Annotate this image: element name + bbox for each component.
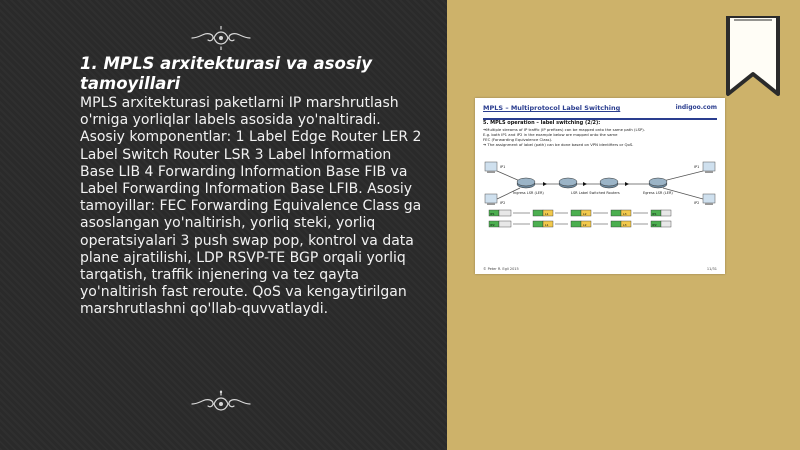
packet-label: IP1 [652, 212, 657, 216]
slide-title: 1. MPLS arxitekturasi va asosiy tamoyillari [80, 54, 373, 93]
computer-icon [485, 194, 497, 205]
figure-page-number: 11/31 [706, 267, 717, 271]
computer-icon [485, 162, 497, 173]
router-icon [600, 178, 618, 188]
packet-label: IP2 [490, 223, 495, 227]
packet-label: L1 [545, 212, 549, 216]
mpls-network-diagram [475, 98, 725, 274]
slide-body-text: MPLS arxitekturasi paketlarni IP marshrutlash o'rniga yorliqlar labels asosida yo'naltiradi. Asosiy komponentlar: 1 Label Edge Router LER 2 Label Switch Router LSR 3 Label Information Base LIB 4 Forwarding Information Base FIB va Label Forwarding Information Base LFIB. Asosiy tamoyillar: FEC Forwarding Equivalence Class ga asoslangan yo'naltirish, yorliq steki, yorliq operatsiyalari 3 push swap pop, kontrol va data plane ajratilishi, LDP RSVP-TE BGP orqali yorliq tarqatish, traffik injenering va tez qayta yo'naltirish fast reroute. QoS va kengaytirilgan marshrutlashni qo'llab-quvvatlaydi. [80, 95, 422, 318]
top-ornament-icon [190, 26, 252, 50]
core-label: LSR Label Switched Routers [571, 191, 620, 195]
router-icon [649, 178, 667, 188]
computer-icon [703, 194, 715, 205]
packet-label: L2 [583, 212, 587, 216]
figure-footer: © Peter R. Egli 2015 [483, 267, 519, 271]
figure-brand: indigoo.com [675, 104, 717, 111]
packet-label: L3 [623, 212, 627, 216]
mpls-figure [475, 98, 725, 274]
packet-label: IP2 [652, 223, 657, 227]
packet-label: L3 [623, 223, 627, 227]
figure-title: MPLS – Multiprotocol Label Switching [483, 104, 621, 112]
ip-label: IP2 [500, 201, 506, 205]
packet-label: IP1 [490, 212, 495, 216]
figure-bullet: ➔ The assignment of label (path) can be done based on VPN identifiers or QoS. [483, 142, 634, 147]
packet-label: L1 [545, 223, 549, 227]
bottom-ornament-icon [190, 390, 252, 416]
ingress-label: Ingress LSR (LER) [513, 191, 544, 195]
ip-label: IP1 [500, 165, 506, 169]
figure-subtitle: 5. MPLS operation – label switching (2/2): [483, 120, 601, 126]
bookmark-ribbon-icon [722, 16, 782, 106]
figure-bullet: FEC (Forwarding Equivalence Class). [483, 137, 553, 142]
figure-bullet: ➔Multiple streams of IP traffic (IP prefixes) can be mapped onto the same path (LSP). [483, 127, 645, 132]
figure-bullet: E.g. both IP1 and IP2 in the example below are mapped onto the same [483, 132, 618, 137]
egress-label: Egress LSR (LER) [643, 191, 673, 195]
router-icon [517, 178, 535, 188]
packet-label: L2 [583, 223, 587, 227]
router-icon [559, 178, 577, 188]
ip-label: IP1 [694, 165, 700, 169]
ip-label: IP2 [694, 201, 700, 205]
computer-icon [703, 162, 715, 173]
